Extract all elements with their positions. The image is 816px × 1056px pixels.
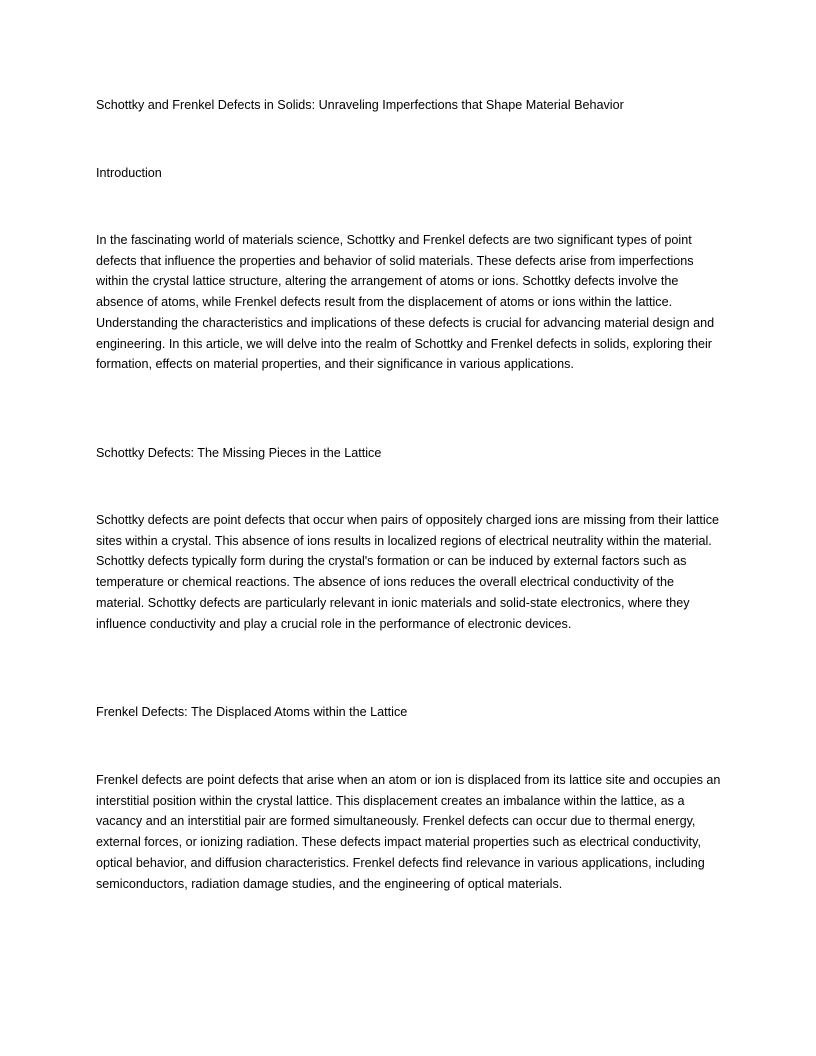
section-heading-introduction: Introduction: [96, 166, 162, 180]
section-paragraph-introduction: In the fascinating world of materials science, Schottky and Frenkel defects are two significant types of point defects that influence the properties and behavior of solid materials. These defects arise from imperfections within the crystal lattice structure, altering the arrangement of atoms or ions. Schottky defects involve the absence of atoms, while Frenkel defects result from the displacement of atoms or ions within the lattice. Understanding the characteristics and implications of these defects is crucial for advancing material design and engineering. In this article, we will delve into the realm of Schottky and Frenkel defects in solids, exploring their formation, effects on material properties, and their significance in various applications.: [96, 233, 715, 372]
section-paragraph-schottky: Schottky defects are point defects that occur when pairs of oppositely charged ions are missing from their lattice sites within a crystal. This absence of ions results in localized regions of electrical neutrality within the material. Schottky defects typically form during the crystal's formation or can be induced by external factors such as temperature or chemical reactions. The absence of ions reduces the overall electrical conductivity of the material. Schottky defects are particularly relevant in ionic materials and solid-state electronics, where they influence conductivity and play a crucial role in the performance of electronic devices.: [96, 513, 720, 631]
section-paragraph-frenkel: Frenkel defects are point defects that arise when an atom or ion is displaced from its lattice site and occupies an interstitial position within the crystal lattice. This displacement creates an imbalance within the lattice, as a vacancy and an interstitial pair are formed simultaneously. Frenkel defects can occur due to thermal energy, external forces, or ionizing radiation. These defects impact material properties such as electrical conductivity, optical behavior, and diffusion characteristics. Frenkel defects find relevance in various applications, including semiconductors, radiation damage studies, and the engineering of optical materials.: [96, 773, 721, 891]
section-heading-schottky: Schottky Defects: The Missing Pieces in the Lattice: [96, 446, 382, 460]
document-title: Schottky and Frenkel Defects in Solids: Unraveling Imperfections that Shape Material Behavior: [96, 98, 624, 112]
section-heading-frenkel: Frenkel Defects: The Displaced Atoms within the Lattice: [96, 705, 408, 719]
